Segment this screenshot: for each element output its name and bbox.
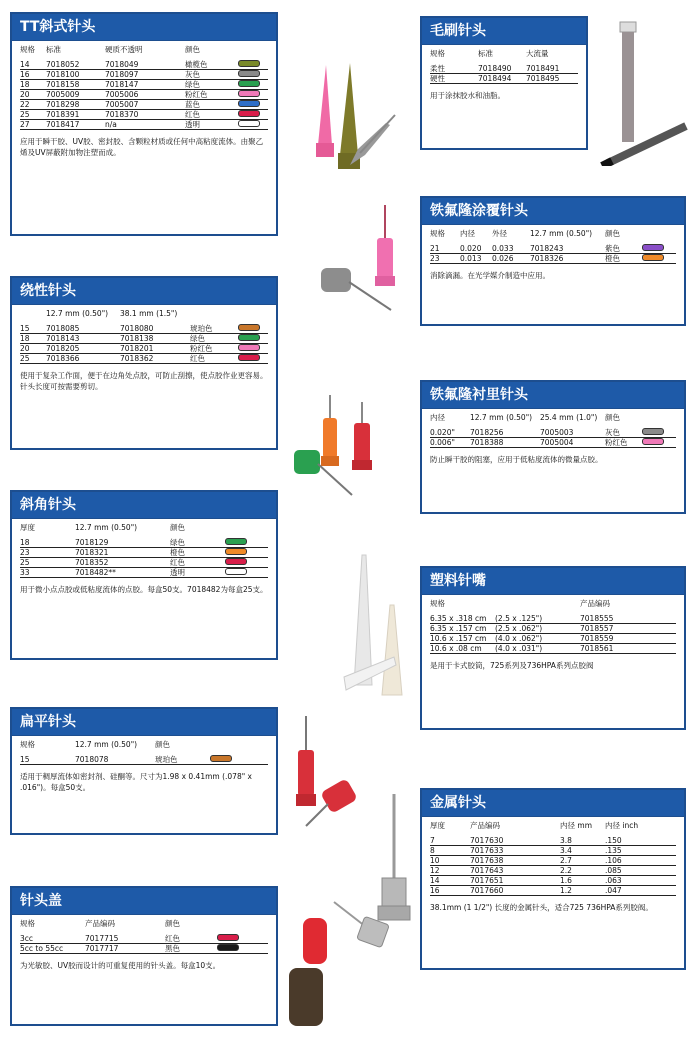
size-cell: 柔性 [430,64,445,73]
size-cell: 硬性 [430,74,445,83]
flat-table-header [20,740,268,749]
color-cell: 红色 [165,934,180,943]
col-header: 颜色 [185,45,200,54]
col-header: 12.7 mm (0.50") [46,309,109,318]
col-header: 颜色 [170,523,185,532]
color-swatch [642,244,664,251]
brush-needles-image [598,18,690,166]
code-cell: 7018052 [46,60,80,69]
bevel-needle-title: 斜角针头 [12,492,276,519]
inch-cell: .047 [605,886,622,895]
col-header: 内径 [430,413,445,422]
code-cell: 7018143 [46,334,80,343]
table-row [20,60,268,70]
col-header: 规格 [20,740,35,749]
size-cell: 16 [430,886,440,895]
color-swatch [238,324,260,331]
code-cell: 7018201 [120,344,154,353]
table-row [430,254,676,264]
col-header: 规格 [430,49,445,58]
code-cell: 7017651 [470,876,504,885]
col-header: 规格 [20,45,35,54]
ptfe-lined-needle-panel [420,380,686,514]
table-row [20,568,268,578]
table-row [430,836,676,846]
plastic-table-header [430,599,676,608]
size-cell: 14 [430,876,440,885]
col-header: 标准 [478,49,493,58]
table-row [20,558,268,568]
table-row [20,80,268,90]
ptfe-coat-note: 消除滴漏。在光学媒介制造中应用。 [430,271,550,280]
size-cell: 25 [20,354,30,363]
size-cell: 10.6 x .157 cm [430,634,487,643]
code-cell: 7018362 [120,354,154,363]
table-row [20,934,268,944]
size-cell: 8 [430,846,435,855]
plastic-note: 是用于卡式胶筒，725系列及736HPA系列点胶阀 [430,661,594,670]
size-cell: 6.35 x .318 cm [430,614,487,623]
color-swatch [238,354,260,361]
plastic-tips-image [336,545,416,705]
mm-cell: 2.7 [560,856,572,865]
od-cell: 0.033 [492,244,514,253]
cap-table-header [20,919,268,928]
col-header: 12.7 mm (0.50") [75,523,138,532]
color-cell: 琥珀色 [190,324,213,333]
color-cell: 透明 [170,568,185,577]
color-swatch [225,538,247,545]
table-row [430,438,676,448]
table-row [20,755,268,765]
color-cell: 黑色 [165,944,180,953]
color-cell: 蓝色 [185,100,200,109]
id-cell: 0.013 [460,254,482,263]
code-cell: n/a [105,120,117,129]
color-swatch [238,110,260,117]
mm-cell: 3.4 [560,846,572,855]
size-cell: 23 [430,254,440,263]
tt-needle-panel [10,12,278,236]
cap-note: 为光敏胶、UV胶而设计的可重复使用的针头盖。每盒10支。 [20,961,221,970]
size-cell: 5cc to 55cc [20,944,64,953]
table-row [430,74,578,84]
table-row [20,100,268,110]
code-cell: 7005003 [540,428,574,437]
code-cell: 7018298 [46,100,80,109]
col-header: 12.7 mm (0.50") [75,740,138,749]
size-cell: 15 [20,324,30,333]
brush-needle-panel [420,16,588,150]
color-swatch [225,548,247,555]
table-row [20,944,268,954]
tt-table-header [20,45,268,54]
code-cell: 7017630 [470,836,504,845]
code-cell: 7018366 [46,354,80,363]
table-row [430,856,676,866]
col-header: 内径 mm [560,821,592,830]
size-cell: 16 [20,70,30,79]
brush-needle-title: 毛刷针头 [422,18,586,45]
code-cell: 7018100 [46,70,80,79]
inch-cell: .106 [605,856,622,865]
color-swatch [238,120,260,127]
cap-title: 针头盖 [12,888,276,915]
size-cell: 18 [20,538,30,547]
color-swatch [238,100,260,107]
inch-cell: .085 [605,866,622,875]
flat-note: 适用于稠厚流体如密封剂、硅酮等。尺寸为1.98 x 0.41mm (.078" x .016")。每盒50支。 [20,772,252,792]
code-cell: 7005006 [105,90,139,99]
color-cell: 橄榄色 [185,60,208,69]
size-cell: 27 [20,120,30,129]
code-cell: 7018559 [580,634,614,643]
code-cell: 7005007 [105,100,139,109]
table-row [20,344,268,354]
color-cell: 红色 [185,110,200,119]
color-swatch [642,254,664,261]
color-cell: 琥珀色 [155,755,178,764]
table-row [20,538,268,548]
mm-cell: 3.8 [560,836,572,845]
tt-needles-image [300,45,400,175]
table-row [20,334,268,344]
table-row [20,90,268,100]
code-cell: 7018243 [530,244,564,253]
col-header: 规格 [430,229,445,238]
plastic-tip-panel [420,566,686,730]
flat-needle-title: 扁平针头 [12,709,276,736]
code-cell: 7018078 [75,755,109,764]
inch-cell: (2.5 x .125") [495,614,543,623]
table-row [430,866,676,876]
size-cell: 3cc [20,934,34,943]
table-row [20,70,268,80]
code-cell: 7018495 [526,74,560,83]
code-cell: 7018049 [105,60,139,69]
color-cell: 紫色 [605,244,620,253]
code-cell: 7018147 [105,80,139,89]
inch-cell: .063 [605,876,622,885]
metal-note: 38.1mm (1 1/2") 长度的金属针头，适合725 736HPA系列胶阀。 [430,903,653,912]
id-cell: 0.020" [430,428,455,437]
code-cell: 7018085 [46,324,80,333]
color-swatch [238,90,260,97]
color-cell: 粉红色 [190,344,213,353]
code-cell: 7018555 [580,614,614,623]
size-cell: 20 [20,344,30,353]
color-swatch [217,944,239,951]
tt-needle-title: TT斜式针头 [12,14,276,41]
color-cell: 红色 [170,558,185,567]
table-row [430,876,676,886]
code-cell: 7018494 [478,74,512,83]
size-cell: 20 [20,90,30,99]
color-swatch [210,755,232,762]
col-header: 颜色 [155,740,170,749]
bevel-note: 用于微小点点胶或低粘度流体的点胶。每盒50支。7018482为每盒25支。 [20,585,268,594]
table-row [430,244,676,254]
id-cell: 0.020 [460,244,482,253]
inch-cell: (2.5 x .062") [495,624,543,633]
flat-needle-panel [10,707,278,835]
code-cell: 7018129 [75,538,109,547]
code-cell: 7018490 [478,64,512,73]
ptfe-line-table-header [430,413,676,422]
color-swatch [238,70,260,77]
code-cell: 7017638 [470,856,504,865]
color-cell: 粉红色 [605,438,628,447]
code-cell: 7017660 [470,886,504,895]
color-swatch [225,568,247,575]
size-cell: 10.6 x .08 cm [430,644,482,653]
code-cell: 7018138 [120,334,154,343]
metal-needle-title: 金属针头 [422,790,684,817]
code-cell: 7018388 [470,438,504,447]
table-row [430,634,676,644]
flex-table-header [20,309,268,318]
col-header: 规格 [20,919,35,928]
table-row [20,354,268,364]
flexible-needle-image [315,200,405,330]
cap-panel [10,886,278,1026]
code-cell: 7018370 [105,110,139,119]
id-cell: 0.006" [430,438,455,447]
metal-needle-panel [420,788,686,970]
bevel-needle-panel [10,490,278,660]
table-row [20,110,268,120]
size-cell: 25 [20,110,30,119]
size-cell: 33 [20,568,30,577]
table-row [430,644,676,654]
color-swatch [238,334,260,341]
code-cell: 7005009 [46,90,80,99]
table-row [430,846,676,856]
code-cell: 7018158 [46,80,80,89]
plastic-tip-title: 塑料针嘴 [422,568,684,595]
col-header: 25.4 mm (1.0") [540,413,598,422]
col-header: 硬质不透明 [105,45,143,54]
col-header: 产品编码 [580,599,610,608]
size-cell: 6.35 x .157 cm [430,624,487,633]
table-row [20,548,268,558]
inch-cell: .150 [605,836,622,845]
col-header: 颜色 [165,919,180,928]
color-swatch [217,934,239,941]
color-swatch [238,60,260,67]
col-header: 颜色 [605,229,620,238]
flex-note: 使用于复杂工作面，便于在边角处点胶，可防止刮擦，使点胶作业更容易。针头长度可按需要剪切。 [20,371,268,391]
size-cell: 23 [20,548,30,557]
code-cell: 7018205 [46,344,80,353]
code-cell: 7018326 [530,254,564,263]
mm-cell: 1.2 [560,886,572,895]
table-row [20,324,268,334]
col-header: 标准 [46,45,61,54]
table-row [430,886,676,896]
code-cell: 7018097 [105,70,139,79]
size-cell: 10 [430,856,440,865]
color-cell: 红色 [190,354,205,363]
color-swatch [225,558,247,565]
color-cell: 橙色 [605,254,620,263]
ptfe-lined-title: 铁氟隆衬里针头 [422,382,684,409]
metal-needles-image [330,790,420,960]
code-cell: 7018321 [75,548,109,557]
col-header: 产品编码 [470,821,500,830]
code-cell: 7017715 [85,934,119,943]
od-cell: 0.026 [492,254,514,263]
color-cell: 绿色 [185,80,200,89]
col-header: 产品编码 [85,919,115,928]
brush-note: 用于涂抹胶水和油脂。 [430,91,505,100]
size-cell: 21 [430,244,440,253]
col-header: 内径 [460,229,475,238]
color-cell: 灰色 [605,428,620,437]
color-swatch [238,344,260,351]
flexible-needle-panel [10,276,278,450]
code-cell: 7018561 [580,644,614,653]
col-header: 厚度 [20,523,35,532]
ptfe-coated-title: 铁氟隆涂覆针头 [422,198,684,225]
code-cell: 7017643 [470,866,504,875]
table-row [20,120,268,130]
code-cell: 7018491 [526,64,560,73]
col-header: 12.7 mm (0.50") [470,413,533,422]
color-cell: 绿色 [190,334,205,343]
size-cell: 18 [20,334,30,343]
color-swatch [238,80,260,87]
code-cell: 7018557 [580,624,614,633]
size-cell: 22 [20,100,30,109]
ptfe-needles-image [290,390,400,500]
table-row [430,614,676,624]
table-row [430,428,676,438]
table-row [430,624,676,634]
col-header: 外径 [492,229,507,238]
size-cell: 15 [20,755,30,764]
code-cell: 7018352 [75,558,109,567]
code-cell: 7017717 [85,944,119,953]
color-cell: 灰色 [185,70,200,79]
inch-cell: .135 [605,846,622,855]
size-cell: 12 [430,866,440,875]
col-header: 38.1 mm (1.5") [120,309,178,318]
size-cell: 18 [20,80,30,89]
tt-note: 应用于瞬干胶、UV胶、密封胶、含颗粒材质或任何中高粘度流体。由聚乙烯及UV屏蔽附加物注塑而成。 [20,137,264,157]
code-cell: 7018256 [470,428,504,437]
color-cell: 绿色 [170,538,185,547]
flexible-needle-title: 绕性针头 [12,278,276,305]
col-header: 厚度 [430,821,445,830]
mm-cell: 1.6 [560,876,572,885]
bevel-table-header [20,523,268,532]
code-cell: 7017633 [470,846,504,855]
color-swatch [642,438,664,445]
mm-cell: 2.2 [560,866,572,875]
color-cell: 粉红色 [185,90,208,99]
table-row [430,64,578,74]
ptfe-coated-needle-panel [420,196,686,326]
code-cell: 7018482** [75,568,116,577]
col-header: 内径 inch [605,821,639,830]
code-cell: 7018417 [46,120,80,129]
col-header: 颜色 [605,413,620,422]
ptfe-coat-table-header [430,229,676,238]
color-cell: 透明 [185,120,200,129]
color-swatch [642,428,664,435]
metal-table-header [430,821,676,830]
size-cell: 25 [20,558,30,567]
brush-table-header [430,49,578,58]
code-cell: 7018391 [46,110,80,119]
col-header: 大流量 [526,49,549,58]
color-cell: 橙色 [170,548,185,557]
inch-cell: (4.0 x .062") [495,634,543,643]
size-cell: 7 [430,836,435,845]
col-header: 12.7 mm (0.50") [530,229,593,238]
size-cell: 14 [20,60,30,69]
code-cell: 7018080 [120,324,154,333]
col-header: 规格 [430,599,445,608]
ptfe-line-note: 防止瞬干胶的阻塞，应用于低粘度流体的微量点胶。 [430,455,603,464]
code-cell: 7005004 [540,438,574,447]
inch-cell: (4.0 x .031") [495,644,543,653]
